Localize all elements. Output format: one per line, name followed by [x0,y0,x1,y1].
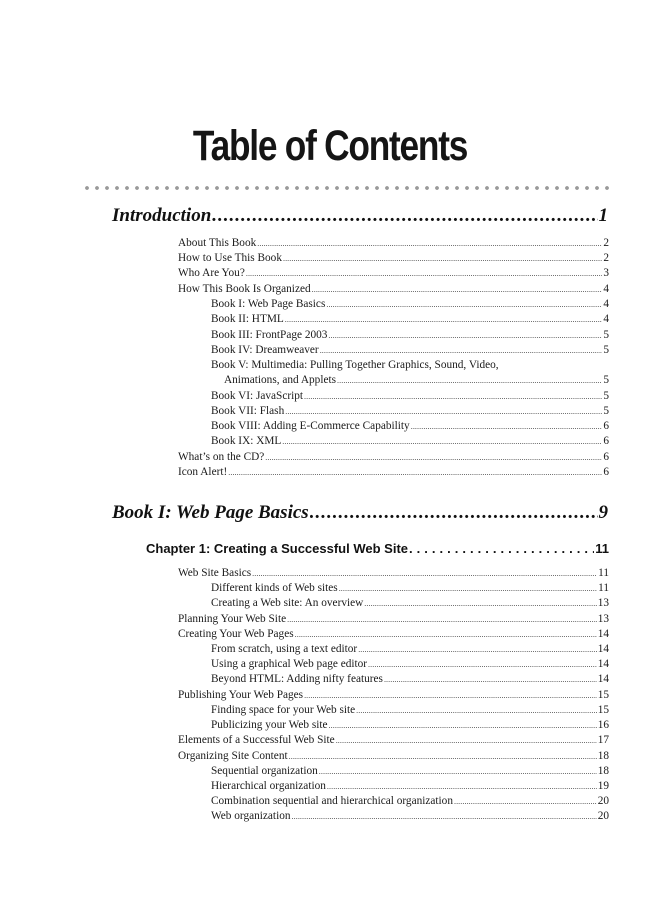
dot-leader [312,285,603,294]
page-number: 3 [603,267,609,279]
toc-entry[interactable] [178,567,609,582]
page-number: 14 [597,628,609,640]
page-number: 17 [597,734,609,746]
page-number: 5 [603,405,609,417]
dot-leader [336,736,597,745]
toc-entry[interactable] [211,344,609,359]
page-number: 1 [598,205,608,226]
entry-label: Creating a Web site: An overview [211,597,364,609]
page-number: 9 [598,502,608,523]
entry-label: About This Book [178,237,257,249]
page-number: 6 [603,420,609,432]
toc-entry[interactable] [178,283,609,298]
dot-leader [285,407,602,416]
toc-entry[interactable] [224,374,609,389]
page-number: 15 [597,704,609,716]
dot-leader [212,205,597,227]
page-number: 18 [597,765,609,777]
dot-leader [283,254,602,263]
entry-label: Publishing Your Web Pages [178,689,304,701]
dot-leader [289,752,597,761]
dot-leader [228,468,602,477]
toc-entry[interactable] [211,597,609,612]
toc-entry[interactable] [211,780,609,795]
toc-entry[interactable] [211,420,609,435]
page-number: 20 [597,795,609,807]
page-number: 15 [597,689,609,701]
page-number: 14 [597,658,609,670]
toc-part-book1[interactable] [112,502,608,528]
entry-label: Sequential organization [211,765,318,777]
dot-leader [319,767,597,776]
toc-entry[interactable] [178,734,609,749]
toc-entry[interactable] [211,435,609,450]
page-number: 14 [597,643,609,655]
dot-leader [304,691,597,700]
page-number: 18 [597,750,609,762]
page-number: 2 [603,237,609,249]
page-number: 4 [603,283,609,295]
entry-label: Planning Your Web Site [178,613,287,625]
page-number: 16 [597,719,609,731]
page-number: 5 [603,390,609,402]
toc-entry[interactable] [178,252,609,267]
entry-label: Book II: HTML [211,313,284,325]
entry-label: Creating Your Web Pages [178,628,294,640]
dot-leader [384,675,597,684]
page-title: Table of Contents [192,122,468,170]
page-number: 6 [603,466,609,478]
page-number: 13 [597,613,609,625]
dot-leader [310,502,598,524]
toc-entry[interactable] [211,329,609,344]
page-number: 5 [603,344,609,356]
page-number: 14 [597,673,609,685]
page-number: 13 [597,597,609,609]
dot-leader [328,331,602,340]
dot-leader [265,453,602,462]
toc-entry[interactable] [211,582,609,597]
entry-label: How to Use This Book [178,252,282,264]
entry-label: Using a graphical Web page editor [211,658,368,670]
entry-label: Book VI: JavaScript [211,390,304,402]
toc-entry[interactable] [211,313,609,328]
entry-label: Animations, and Applets [224,374,337,386]
toc-entry[interactable] [178,451,609,466]
entry-label: Publicizing your Web site [211,719,328,731]
dot-leader [304,392,602,401]
dot-leader [292,812,597,821]
dot-leader [339,584,597,593]
page-number: 20 [597,810,609,822]
page-number: 4 [603,298,609,310]
dot-leader [295,630,597,639]
part-title: Book I: Web Page Basics [112,502,309,523]
dot-leader [454,797,597,806]
entry-label: Different kinds of Web sites [211,582,338,594]
dot-leader [327,782,597,791]
entry-label: Combination sequential and hierarchical organization [211,795,453,807]
entry-label: Book VIII: Adding E-Commerce Capability [211,420,410,432]
toc-entry[interactable] [211,643,609,658]
dot-leader [358,645,597,654]
dot-leader [326,300,602,309]
entry-label: From scratch, using a text editor [211,643,358,655]
entry-label: Book IV: Dreamweaver [211,344,319,356]
toc-entry[interactable] [211,704,609,719]
entry-label: Hierarchical organization [211,780,326,792]
page-number: 2 [603,252,609,264]
entry-label: Elements of a Successful Web Site [178,734,335,746]
entry-label: Book III: FrontPage 2003 [211,329,328,341]
toc-part-introduction[interactable] [112,205,608,231]
entry-label: Organizing Site Content [178,750,288,762]
toc-entry[interactable] [211,795,609,810]
toc-entry[interactable] [178,237,609,252]
page-number: 5 [603,329,609,341]
dot-leader [411,422,603,431]
toc-entry[interactable] [178,466,609,481]
toc-entry[interactable] [211,298,609,313]
dot-leader [257,239,602,248]
entry-label: Book VII: Flash [211,405,285,417]
toc-entry-line1[interactable]: Book V: Multimedia: Pulling Together Graphics, Sound, Video, [211,359,499,371]
page-number: 11 [598,567,609,579]
dot-leader [356,706,597,715]
chapter-title: Chapter 1: Creating a Successful Web Site [146,541,408,556]
dot-leader [285,315,603,324]
dot-leader [364,599,596,608]
entry-label: Who Are You? [178,267,245,279]
toc-entry[interactable] [211,719,609,734]
entry-label: Web organization [211,810,291,822]
entry-label: Beyond HTML: Adding nifty features [211,673,383,685]
toc-entry[interactable] [211,390,609,405]
entry-label: Finding space for your Web site [211,704,356,716]
dot-leader [282,437,602,446]
dot-leader [287,615,597,624]
entry-label: Book IX: XML [211,435,282,447]
page-number: 19 [597,780,609,792]
dot-leader [337,376,602,385]
toc-entry[interactable] [211,658,609,673]
dot-leader [320,346,603,355]
toc-entry[interactable] [178,267,609,282]
page-number: 6 [603,435,609,447]
entry-label: How This Book Is Organized [178,283,311,295]
toc-entry[interactable] [211,405,609,420]
entry-label: Book I: Web Page Basics [211,298,326,310]
dotted-rule [82,185,610,191]
toc-entry[interactable] [211,810,609,825]
toc-entry[interactable] [178,613,609,628]
page-number: 11 [598,582,609,594]
toc-entry[interactable] [178,750,609,765]
entry-label: Icon Alert! [178,466,228,478]
toc-entry[interactable] [178,689,609,704]
dot-leader [409,541,594,556]
dot-leader [368,660,597,669]
entry-label: What’s on the CD? [178,451,265,463]
part-title: Introduction [112,205,212,226]
dot-leader [329,721,597,730]
dot-leader [252,569,597,578]
page-number: 4 [603,313,609,325]
toc-entry[interactable] [211,673,609,688]
page-number: 6 [603,451,609,463]
toc-entry[interactable] [211,765,609,780]
dot-leader [246,269,603,278]
page-number: 5 [603,374,609,386]
page-number: 11 [595,541,609,556]
entry-label: Web Site Basics [178,567,252,579]
toc-chapter-1[interactable] [146,541,609,559]
toc-entry[interactable] [178,628,609,643]
